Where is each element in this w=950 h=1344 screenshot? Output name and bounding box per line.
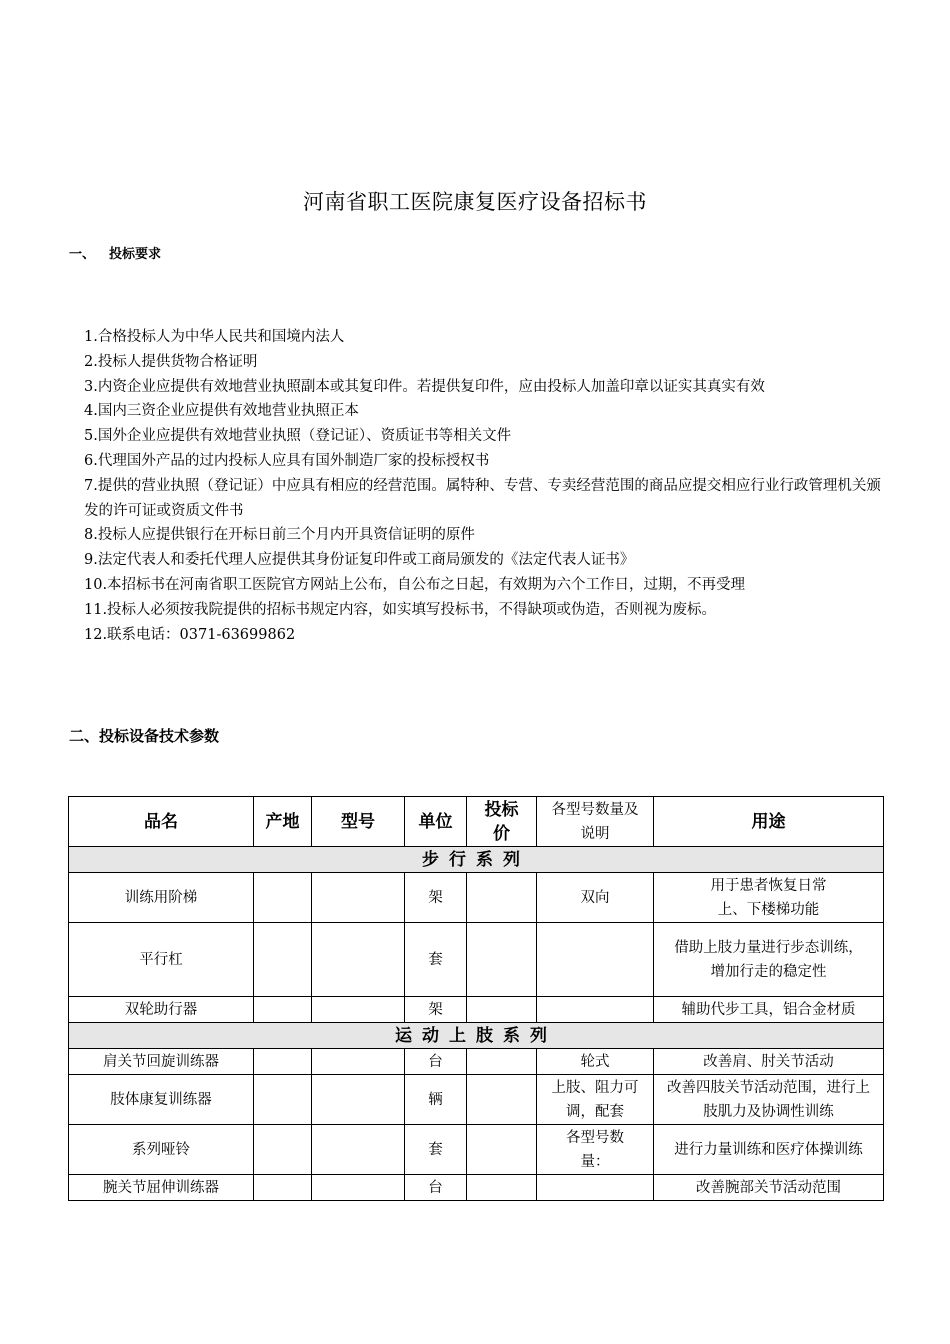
header-unit: 单位	[405, 797, 467, 847]
table-header-row	[69, 797, 884, 847]
cell-price	[467, 1175, 537, 1201]
cell-name: 平行杠	[69, 923, 254, 997]
cell-desc	[537, 1175, 654, 1201]
cell-unit: 套	[405, 923, 467, 997]
requirement-item: 10.本招标书在河南省职工医院官方网站上公布，自公布之日起，有效期为六个工作日，过期，不再受理	[84, 576, 746, 593]
cell-usage: 改善四肢关节活动范围，进行上肢肌力及协调性训练	[654, 1075, 884, 1125]
cell-model	[312, 1049, 405, 1075]
cell-model	[312, 1075, 405, 1125]
requirement-item: 2.投标人提供货物合格证明	[84, 353, 258, 370]
cell-name: 肩关节回旋训练器	[69, 1049, 254, 1075]
table-row	[69, 923, 884, 997]
cell-price	[467, 1125, 537, 1175]
cell-model	[312, 997, 405, 1023]
cell-model	[312, 1125, 405, 1175]
cell-unit: 架	[405, 873, 467, 923]
header-usage: 用途	[654, 797, 884, 847]
cell-name: 双轮助行器	[69, 997, 254, 1023]
cell-desc: 上肢、阻力可调，配套	[537, 1075, 654, 1125]
cell-name: 系列哑铃	[69, 1125, 254, 1175]
cell-desc	[537, 997, 654, 1023]
cell-origin	[254, 1125, 312, 1175]
category-row	[69, 1023, 884, 1049]
requirement-item: 12.联系电话：0371-63699862	[84, 626, 296, 643]
cell-unit: 套	[405, 1125, 467, 1175]
section-2-heading: 二、投标设备技术参数	[69, 727, 220, 745]
header-model: 型号	[312, 797, 405, 847]
cell-desc: 双向	[537, 873, 654, 923]
table-row	[69, 1125, 884, 1175]
section-1-number: 一、	[69, 247, 96, 262]
document-title: 河南省职工医院康复医疗设备招标书	[303, 190, 647, 214]
table-row	[69, 1049, 884, 1075]
cell-model	[312, 873, 405, 923]
cell-usage: 改善腕部关节活动范围	[654, 1175, 884, 1201]
equipment-table	[68, 796, 884, 1201]
cell-price	[467, 1049, 537, 1075]
cell-desc: 各型号数量：	[537, 1125, 654, 1175]
cell-desc	[537, 923, 654, 997]
cell-usage: 改善肩、肘关节活动	[654, 1049, 884, 1075]
cell-unit: 架	[405, 997, 467, 1023]
cell-name: 腕关节屈伸训练器	[69, 1175, 254, 1201]
cell-model	[312, 923, 405, 997]
cell-model	[312, 1175, 405, 1201]
table-row	[69, 997, 884, 1023]
cell-price	[467, 873, 537, 923]
cell-price	[467, 923, 537, 997]
cell-name: 肢体康复训练器	[69, 1075, 254, 1125]
cell-origin	[254, 1175, 312, 1201]
cell-unit: 台	[405, 1049, 467, 1075]
requirement-item: 1.合格投标人为中华人民共和国境内法人	[84, 329, 345, 345]
category-row	[69, 847, 884, 873]
cell-origin	[254, 1049, 312, 1075]
cell-origin	[254, 873, 312, 923]
requirement-item: 6.代理国外产品的过内投标人应具有国外制造厂家的投标授权书	[84, 452, 490, 469]
requirement-item: 3.内资企业应提供有效地营业执照副本或其复印件。若提供复印件，应由投标人加盖印章以证实其真实有效	[84, 378, 765, 395]
requirement-item: 9.法定代表人和委托代理人应提供其身份证复印件或工商局颁发的《法定代表人证书》	[84, 552, 635, 569]
cell-desc: 轮式	[537, 1049, 654, 1075]
requirements-list	[84, 325, 884, 647]
cell-price	[467, 997, 537, 1023]
cell-name: 训练用阶梯	[69, 873, 254, 923]
section-1-heading	[69, 243, 161, 262]
cell-usage: 进行力量训练和医疗体操训练	[654, 1125, 884, 1175]
requirement-item: 5.国外企业应提供有效地营业执照（登记证）、资质证书等相关文件	[84, 428, 512, 445]
section-1-title: 投标要求	[109, 247, 162, 262]
cell-price	[467, 1075, 537, 1125]
requirement-item: 11.投标人必须按我院提供的招标书规定内容，如实填写投标书，不得缺项或伪造，否则视为废标。	[84, 601, 717, 618]
table-row	[69, 1175, 884, 1201]
cell-usage: 借助上肢力量进行步态训练，增加行走的稳定性	[654, 923, 884, 997]
cell-origin	[254, 923, 312, 997]
header-origin: 产地	[254, 797, 312, 847]
header-price: 投标价	[467, 797, 537, 847]
requirement-item: 7.提供的营业执照（登记证）中应具有相应的经营范围。属特种、专营、专卖经营范围的商品应提交相应行业行政管理机关颁发的许可证或资质文件书	[84, 477, 881, 519]
cell-origin	[254, 1075, 312, 1125]
cell-usage: 用于患者恢复日常上、下楼梯功能	[654, 873, 884, 923]
category-walking: 步行系列	[69, 847, 884, 873]
table-row	[69, 873, 884, 923]
category-upper-limb: 运动上肢系列	[69, 1023, 884, 1049]
requirement-item: 8.投标人应提供银行在开标日前三个月内开具资信证明的原件	[84, 527, 475, 544]
cell-usage: 辅助代步工具，铝合金材质	[654, 997, 884, 1023]
cell-origin	[254, 997, 312, 1023]
header-name: 品名	[69, 797, 254, 847]
header-desc: 各型号数量及说明	[537, 797, 654, 847]
cell-unit: 台	[405, 1175, 467, 1201]
cell-unit: 辆	[405, 1075, 467, 1125]
table-row	[69, 1075, 884, 1125]
requirement-item: 4.国内三资企业应提供有效地营业执照正本	[84, 403, 359, 420]
